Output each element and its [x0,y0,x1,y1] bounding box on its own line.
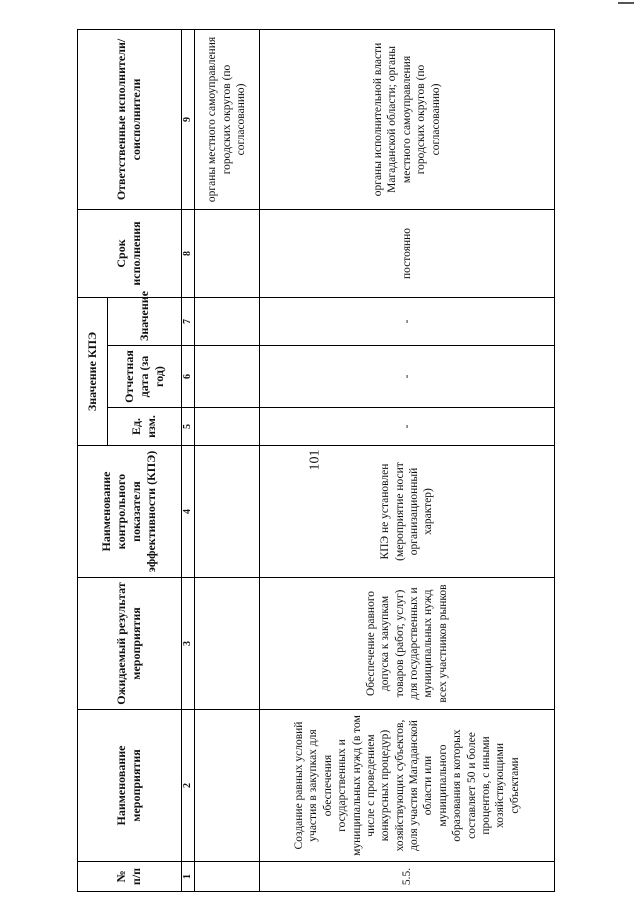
col-num-7: 7 [181,297,195,345]
header-kpe-name: Наименование контрольного показателя эффективности (КПЭ) [78,446,182,578]
header-name: Наименование мероприятия [78,710,182,862]
col-num-9: 9 [181,29,195,209]
row-result: Обеспечение равного допуска к закупкам товаров (работ, услуг) для государственных и муниципальных нужд всех участников рынков [260,578,555,710]
header-value: Значение [107,297,181,345]
col-num-2: 2 [181,710,195,862]
rotated-table-wrapper [77,30,555,892]
header-kpe-value: Значение КПЭ [78,297,108,445]
corner-mark [618,2,634,4]
row-name: Создание равных условий участия в закупках для обеспечения государственных и муниципальных нужд (в том числе с проведением конкурсных процедур) хозяйствующих субъектов, доля участия Магаданской области или муниципального образования в которых составляет 50 и более процентов, с иными хозяйствующими субъектами [260,710,555,862]
row-num: 5.5. [260,862,555,892]
measures-table [77,29,555,892]
col-num-6: 6 [181,346,195,408]
row-responsible: органы исполнительной власти Магаданской области; органы местного самоуправления городских округов (по согласованию) [260,29,555,209]
col-num-5: 5 [181,408,195,446]
header-num: № п/п [78,862,182,892]
header-responsible: Ответственные исполнители/ соисполнители [78,29,182,209]
col-num-8: 8 [181,209,195,297]
col-num-4: 4 [181,446,195,578]
header-unit: Ед. изм. [107,408,181,446]
prev-row-responsible: органы местного самоуправления городских округов (по согласованию) [195,29,260,209]
header-deadline: Срок исполнения [78,209,182,297]
column-number-row [181,29,195,891]
row-kpe-name: КПЭ не установлен (мероприятие носит организационный характер) [260,446,555,578]
row-unit: - [260,408,555,446]
row-deadline: постоянно [260,209,555,297]
header-result: Ожидаемый результат мероприятия [78,578,182,710]
col-num-1: 1 [181,862,195,892]
table-row [195,29,260,891]
row-value: - [260,297,555,345]
table-row [260,29,555,891]
row-report-date: - [260,346,555,408]
col-num-3: 3 [181,578,195,710]
page-number: 101 [307,449,323,471]
header-report-date: Отчетная дата (за год) [107,346,181,408]
